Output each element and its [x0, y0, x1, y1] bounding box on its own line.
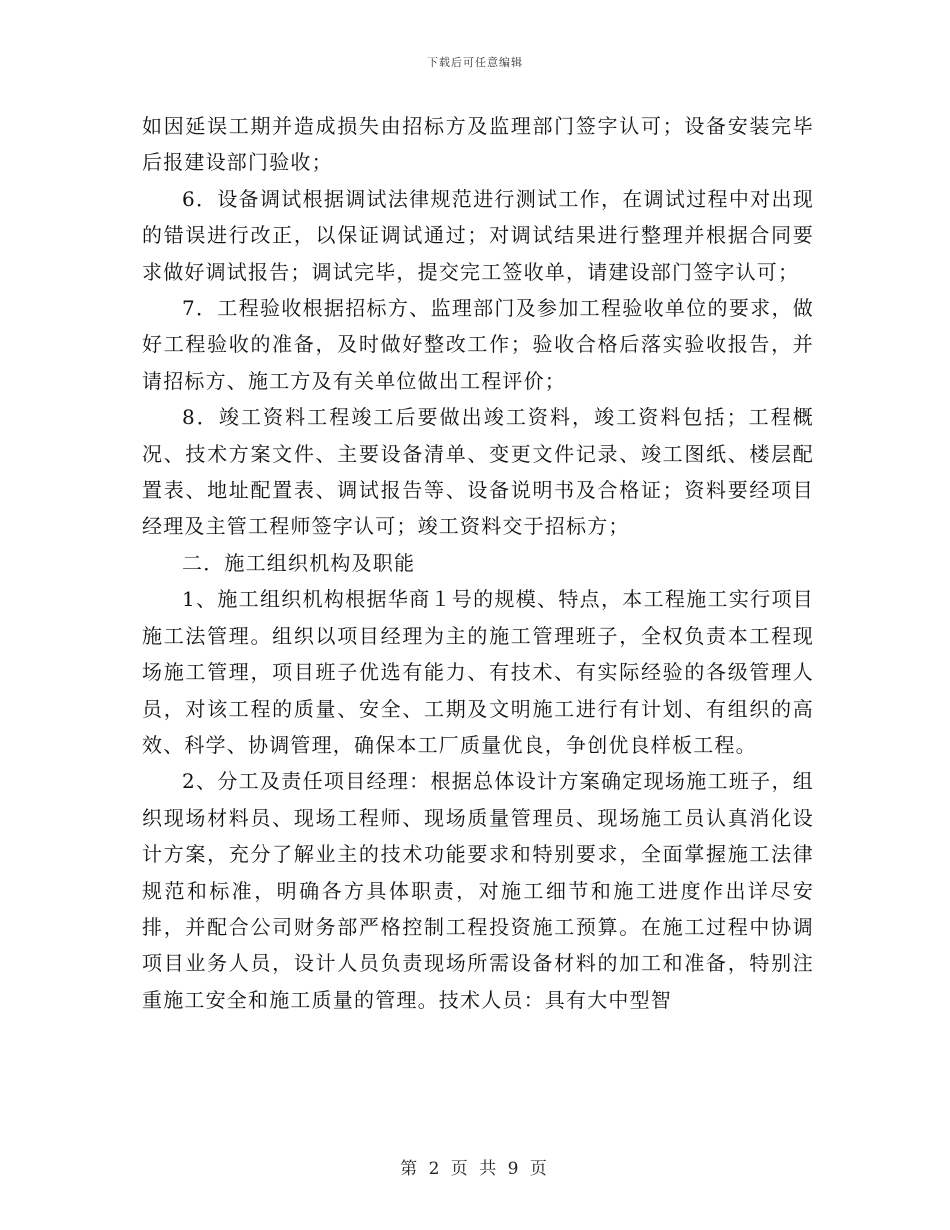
page-number-footer: 第 2 页 共 9 页	[400, 1159, 550, 1179]
page-header-note: 下载后可任意编辑	[427, 56, 523, 69]
paragraph-6: 2、分工及责任项目经理：根据总体设计方案确定现场施工班子，组织现场材料员、现场工程师、现场质量管理员、现场施工员认真消化设计方案，充分了解业主的技术功能要求和特别要求，全面掌握施工法律规范和标准，明确各方具体职责，对施工细节和施工进度作出详尽安排，并配合公司财务部严格控制工程投资施工预算。在施工过程中协调项目业务人员，设计人员负责现场所需设备材料的加工和准备，特别注重施工安全和施工质量的管理。技术人员：具有大中型智	[142, 769, 814, 1012]
paragraph-1: 6．设备调试根据调试法律规范进行测试工作，在调试过程中对出现的错误进行改正，以保证调试通过；对调试结果进行整理并根据合同要求做好调试报告；调试完毕，提交完工签收单，请建设部门签字认可；	[142, 186, 814, 284]
paragraph-5: 1、施工组织机构根据华商１号的规模、特点，本工程施工实行项目施工法管理。组织以项目经理为主的施工管理班子，全权负责本工程现场施工管理，项目班子优选有能力、有技术、有实际经验的各级管理人员，对该工程的质量、安全、工期及文明施工进行有计划、有组织的高效、科学、协调管理，确保本工厂质量优良，争创优良样板工程。	[142, 587, 814, 757]
section-heading: 二．施工组织机构及职能	[182, 550, 416, 575]
document-body	[142, 108, 814, 1018]
paragraph-3: 8．竣工资料工程竣工后要做出竣工资料，竣工资料包括；工程概况、技术方案文件、主要设备清单、变更文件记录、竣工图纸、楼层配置表、地址配置表、调试报告等、设备说明书及合格证；资料要经项目经理及主管工程师签字认可；竣工资料交于招标方；	[142, 405, 814, 539]
paragraph-2: 7．工程验收根据招标方、监理部门及参加工程验收单位的要求，做好工程验收的准备，及时做好整改工作；验收合格后落实验收报告，并请招标方、施工方及有关单位做出工程评价；	[142, 296, 814, 393]
paragraph-0: 如因延误工期并造成损失由招标方及监理部门签字认可；设备安装完毕后报建设部门验收；	[142, 114, 814, 175]
